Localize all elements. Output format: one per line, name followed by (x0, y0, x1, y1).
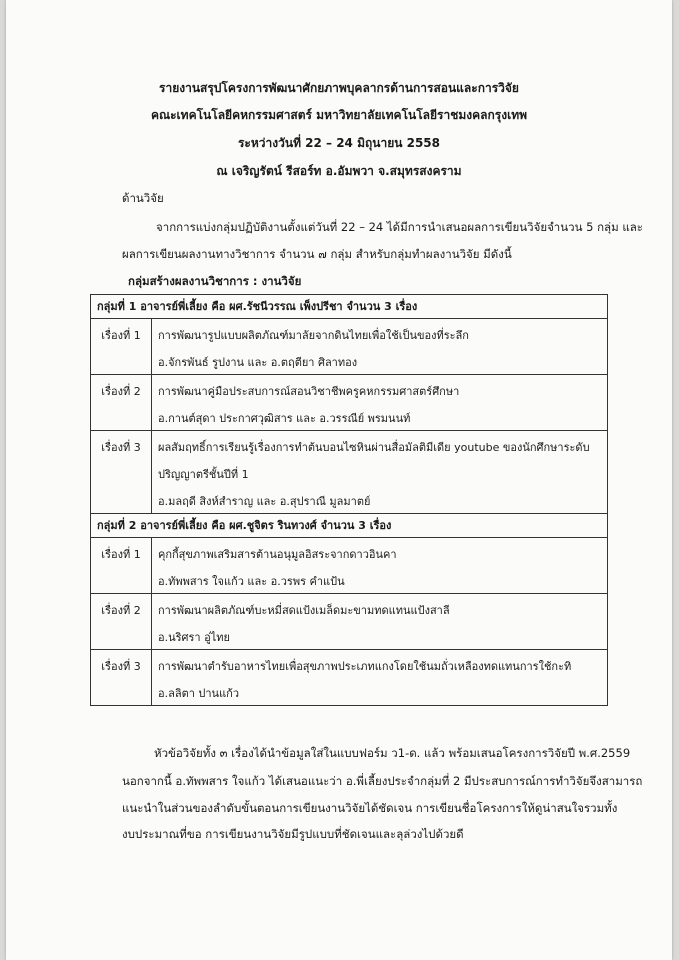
group-heading-row (91, 514, 608, 538)
closing-line-4: งบประมาณที่ขอ การเขียนงานวิจัยมีรูปแบบที่ชัดเจนและลุล่วงไปด้วยดี (122, 827, 464, 841)
date-line: ระหว่างวันที่ 22 – 24 มิถุนายน 2558 (237, 136, 441, 150)
document-page (6, 0, 672, 960)
item-number: เรื่องที่ 1 (91, 319, 152, 375)
group-1-heading: กลุ่มที่ 1 อาจารย์พี่เลี้ยง คือ ผศ.รัชนีวรรณ เพ็งปรีชา จำนวน 3 เรื่อง (91, 295, 608, 319)
item-number: เรื่องที่ 2 (91, 375, 152, 431)
item-title: ผลสัมฤทธิ์การเรียนรู้เรื่องการทำต้นบอนไซหินผ่านสื่อมัลติมีเดีย youtube ของนักศึกษาระดับ (158, 441, 590, 454)
table-row (91, 375, 608, 431)
item-title: การพัฒนารูปแบบผลิตภัณฑ์มาลัยจากดินไทยเพื่อใช้เป็นของที่ระลึก (158, 329, 469, 342)
table-row (91, 650, 608, 706)
item-authors: อ.กานต์สุดา ประกาศวุฒิสาร และ อ.วรรณีย์ พรมนนท์ (158, 412, 411, 425)
item-number: เรื่องที่ 2 (91, 594, 152, 650)
intro-line-2: ผลการเขียนผลงานทางวิชาการ จำนวน ๗ กลุ่ม สำหรับกลุ่มทำผลงานวิจัย มีดังนี้ (122, 247, 512, 261)
table-row (91, 319, 608, 375)
table-row (91, 431, 608, 514)
item-number: เรื่องที่ 3 (91, 431, 152, 514)
item-number: เรื่องที่ 1 (91, 538, 152, 594)
faculty-line: คณะเทคโนโลยีคหกรรมศาสตร์ มหาวิทยาลัยเทคโนโลยีราชมงคลกรุงเทพ (150, 108, 528, 122)
item-number: เรื่องที่ 3 (91, 650, 152, 706)
table-row (91, 594, 608, 650)
item-authors: อ.ลลิตา ปานแก้ว (158, 687, 240, 700)
table-row (91, 538, 608, 594)
item-details (152, 650, 608, 706)
section-heading: ด้านวิจัย (122, 191, 164, 205)
venue-line: ณ เจริญรัตน์ รีสอร์ท อ.อัมพวา จ.สมุทรสงคราม (216, 164, 462, 178)
group-heading-row (91, 295, 608, 319)
closing-line-1: หัวข้อวิจัยทั้ง ๓ เรื่องได้นำข้อมูลใส่ในแบบฟอร์ม ว1-ด. แล้ว พร้อมเสนอโครงการวิจัยปี พ.ศ.2559 (154, 746, 631, 760)
item-authors: อ.ทัพพสาร ใจแก้ว และ อ.วรพร คำแป้น (158, 575, 345, 588)
item-details (152, 319, 608, 375)
closing-line-3: แนะนำในส่วนของลำดับขั้นตอนการเขียนงานวิจัยได้ชัดเจน การเขียนชื่อโครงการให้ดูน่าสนใจรวมทั้ง (122, 801, 618, 815)
report-title: รายงานสรุปโครงการพัฒนาศักยภาพบุคลากรด้านการสอนและการวิจัย (159, 81, 519, 95)
research-groups-table (90, 294, 608, 706)
item-authors: อ.จักรพันธ์ รูปงาน และ อ.ตฤตียา ศิลาทอง (158, 356, 358, 369)
item-title: การพัฒนาตำรับอาหารไทยเพื่อสุขภาพประเภทแกงโดยใช้นมถั่วเหลืองทดแทนการใช้กะทิ (158, 660, 572, 673)
item-authors: อ.มลฤดี สิงห์สำราญ และ อ.สุปราณี มูลมาตย์ (158, 495, 371, 508)
intro-line-1: จากการแบ่งกลุ่มปฏิบัติงานตั้งแต่วันที่ 22 – 24 ได้มีการนำเสนอผลการเขียนวิจัยจำนวน 5 กลุ่ม และ (156, 220, 643, 234)
item-details (152, 538, 608, 594)
closing-line-2: นอกจากนี้ อ.ทัพพสาร ใจแก้ว ได้เสนอแนะว่า อ.พี่เลี้ยงประจำกลุ่มที่ 2 มีประสบการณ์การทำวิจัยจึงสามารถ (122, 774, 643, 788)
item-details (152, 431, 608, 514)
group-title: กลุ่มสร้างผลงานวิชาการ : งานวิจัย (128, 274, 302, 288)
item-title-continued: ปริญญาตรีชั้นปีที่ 1 (158, 468, 249, 481)
item-details (152, 594, 608, 650)
item-details (152, 375, 608, 431)
item-title: คุกกี้สุขภาพเสริมสารต้านอนุมูลอิสระจากดาวอินคา (158, 548, 397, 561)
group-2-heading: กลุ่มที่ 2 อาจารย์พี่เลี้ยง คือ ผศ.ชูจิตร รินทวงศ์ จำนวน 3 เรื่อง (91, 514, 608, 538)
item-title: การพัฒนาคู่มือประสบการณ์สอนวิชาชีพครูคหกรรมศาสตร์ศึกษา (158, 385, 460, 398)
item-authors: อ.นริศรา อู่ไทย (158, 631, 230, 644)
item-title: การพัฒนาผลิตภัณฑ์บะหมี่สดแป้งเมล็ดมะขามทดแทนแป้งสาลี (158, 604, 450, 617)
